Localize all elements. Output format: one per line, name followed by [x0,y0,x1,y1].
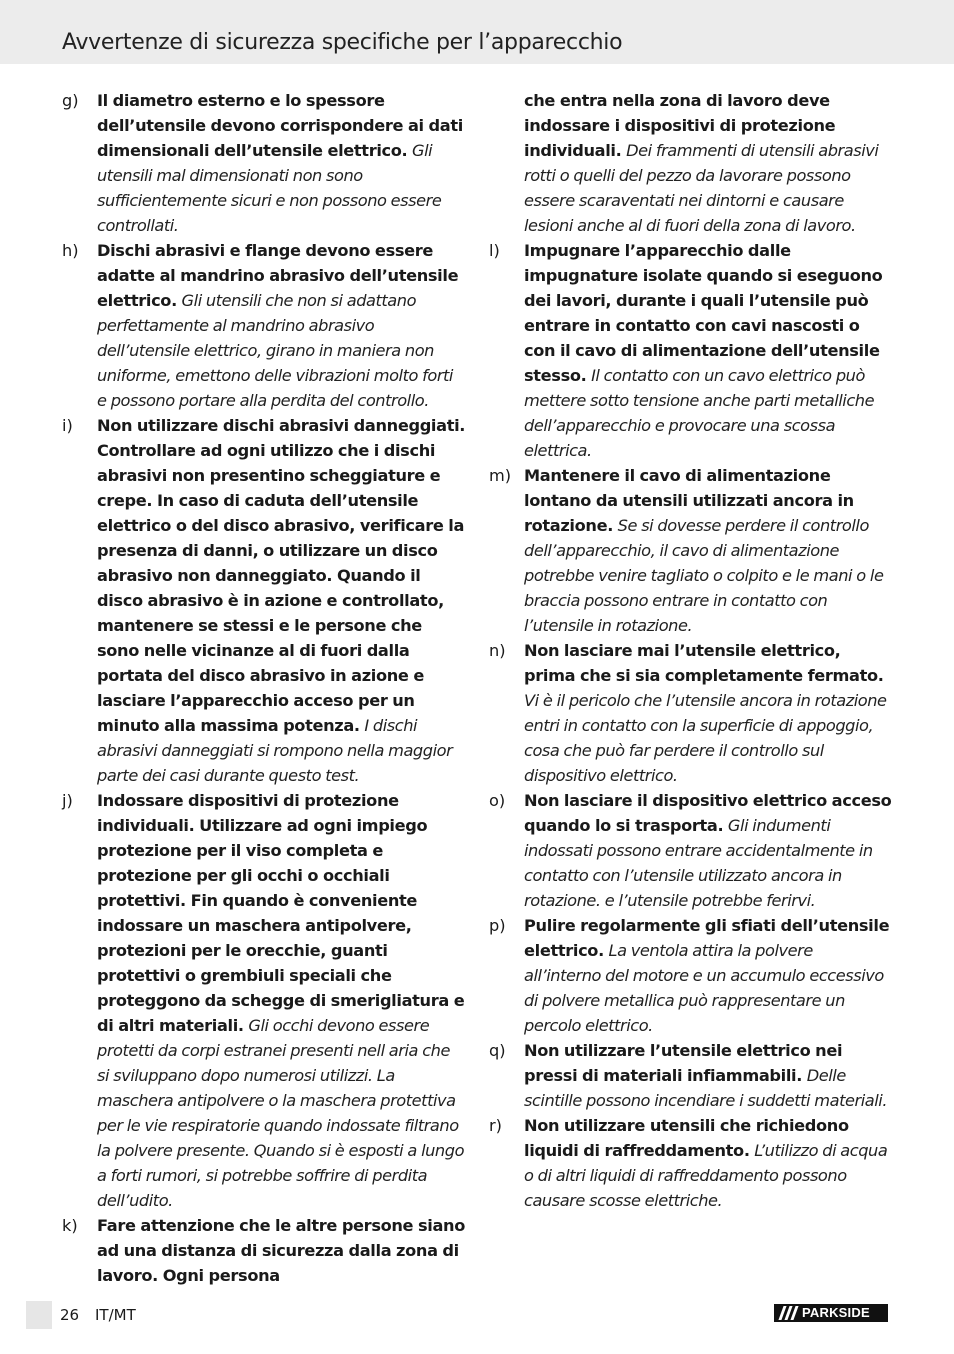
item-marker: o) [489,791,506,810]
brand-name: PARKSIDE [802,1305,870,1320]
list-item [62,88,466,238]
item-heading: Non lasciare il dispositivo elettrico acceso quando lo si trasporta. [524,791,892,835]
item-explanation: Delle scintille possono incendiare i suddetti materiali. [524,1066,888,1110]
stripes-icon [778,1304,800,1322]
item-heading: Impugnare l’apparecchio dalle impugnature isolate quando si eseguono dei lavori, durante i quali l’utensile può entrare in contatto con cavi nascosti o con il cavo di alimentazione dell’utensile stesso. [524,241,883,385]
list-item [489,638,892,788]
page-number: 26 [60,1306,80,1324]
item-marker: q) [489,1041,506,1060]
item-explanation: Gli occhi devono essere protetti da corpi estranei presenti nell aria che si sviluppano dopo numerosi utilizzi. La maschera antipolvere o la maschera protettiva per le vie respiratorie quando indossate filtrano la polvere presente. Quando si è esposti a lungo a forti rumori, si potrebbe soffrire di perdita dell’udito. [97,1016,465,1210]
item-marker: g) [62,91,79,110]
list-item [62,788,466,1213]
item-explanation: L’utilizzo di acqua o di altri liquidi di raffreddamento possono causare scosse elettriche. [524,1141,888,1210]
item-explanation: Se si dovesse perdere il controllo dell’apparecchio, il cavo di alimentazione potrebbe venire tagliato o colpito e le mani o le braccia possono entrare in contatto con l’utensile in rotazione. [524,516,884,635]
page-header [0,0,954,64]
page-number-box [26,1301,52,1329]
right-column [489,88,892,1213]
item-explanation: Il contatto con un cavo elettrico può mettere sotto tensione anche parti metalliche dell’apparecchio e provocare una scossa elettrica. [524,366,875,460]
item-heading: Dischi abrasivi e flange devono essere adatte al mandrino abrasivo dell’utensile elettrico. [97,241,459,310]
item-marker: l) [489,241,500,260]
item-marker: j) [62,791,73,810]
item-heading: Mantenere il cavo di alimentazione lontano da utensili utilizzati ancora in rotazione. [524,466,854,535]
item-explanation: I dischi abrasivi danneggiati si rompono nella maggior parte dei casi durante questo test. [97,716,453,785]
list-item [489,238,892,463]
item-explanation: Gli utensili che non si adattano perfettamente al mandrino abrasivo dell’utensile elettrico, girano in maniera non uniforme, emettono delle vibrazioni molto forti e possono portare alla perdita del controllo. [97,291,453,410]
page-title: Avvertenze di sicurezza specifiche per l’apparecchio [62,30,623,55]
list-item [62,413,466,788]
item-marker: n) [489,641,506,660]
list-item [489,1113,892,1213]
item-marker: p) [489,916,506,935]
item-explanation: Gli utensili mal dimensionati non sono sufficientemente sicuri e non possono essere controllati. [97,141,442,235]
item-marker: r) [489,1116,502,1135]
list-item [489,788,892,913]
list-item [62,238,466,413]
item-heading: Non utilizzare utensili che richiedono liquidi di raffreddamento. [524,1116,849,1160]
language-code: IT/MT [95,1306,136,1324]
item-marker: h) [62,241,79,260]
item-heading: Non lasciare mai l’utensile elettrico, prima che si sia completamente fermato. [524,641,884,685]
item-heading: Indossare dispositivi di protezione individuali. Utilizzare ad ogni impiego protezione per il viso completa e protezione per gli occhi o occhiali protettivi. Fin quando è conveniente indossare un maschera antipolvere, protezioni per le orecchie, guanti protettivi o grembiuli speciali che proteggono da schegge di smerigliatura e di altri materiali. [97,791,465,1035]
left-column [62,88,466,1288]
item-explanation: La ventola attira la polvere all’interno del motore e un accumulo eccessivo di polvere metallica può rappresentare un percolo elettrico. [524,941,884,1035]
item-heading: Non utilizzare l’utensile elettrico nei pressi di materiali infiammabili. [524,1041,843,1085]
brand-logo [774,1304,888,1322]
item-marker: k) [62,1216,78,1235]
list-item [62,1213,466,1288]
list-item [489,88,892,238]
item-explanation: Vi è il pericolo che l’utensile ancora in rotazione entri in contatto con la superficie di appoggio, cosa che può far perdere il controllo sul dispositivo elettrico. [524,691,887,785]
item-marker: m) [489,466,512,485]
item-heading: che entra nella zona di lavoro deve indossare i dispositivi di protezione individuali. [524,91,836,160]
list-item [489,463,892,638]
list-item [489,1038,892,1113]
item-explanation: Gli indumenti indossati possono entrare accidentalmente in contatto con l’utensile utilizzato ancora in rotazione. e l’utensile potrebbe ferirvi. [524,816,873,910]
list-item [489,913,892,1038]
item-explanation: Dei frammenti di utensili abrasivi rotti o quelli del pezzo da lavorare possono essere scaraventati nei dintorni e causare lesioni anche al di fuori della zona di lavoro. [524,141,879,235]
item-heading: Fare attenzione che le altre persone siano ad una distanza di sicurezza dalla zona di lavoro. Ogni persona [97,1216,465,1285]
item-heading: Non utilizzare dischi abrasivi danneggiati. Controllare ad ogni utilizzo che i dischi abrasivi non presentino scheggiature e crepe. In caso di caduta dell’utensile elettrico o del disco abrasivo, verificare la presenza di danni, o utilizzare un disco abrasivo non danneggiato. Quando il disco abrasivo è in azione e controllato, mantenere se stessi e le persone che sono nelle vicinanze al di fuori dalla portata del disco abrasivo in azione e lasciare l’apparecchio acceso per un minuto alla massima potenza. [97,416,466,735]
item-marker: i) [62,416,73,435]
item-heading: Il diametro esterno e lo spessore dell’utensile devono corrispondere ai dati dimensionali dell’utensile elettrico. [97,91,463,160]
item-heading: Pulire regolarmente gli sfiati dell’utensile elettrico. [524,916,890,960]
